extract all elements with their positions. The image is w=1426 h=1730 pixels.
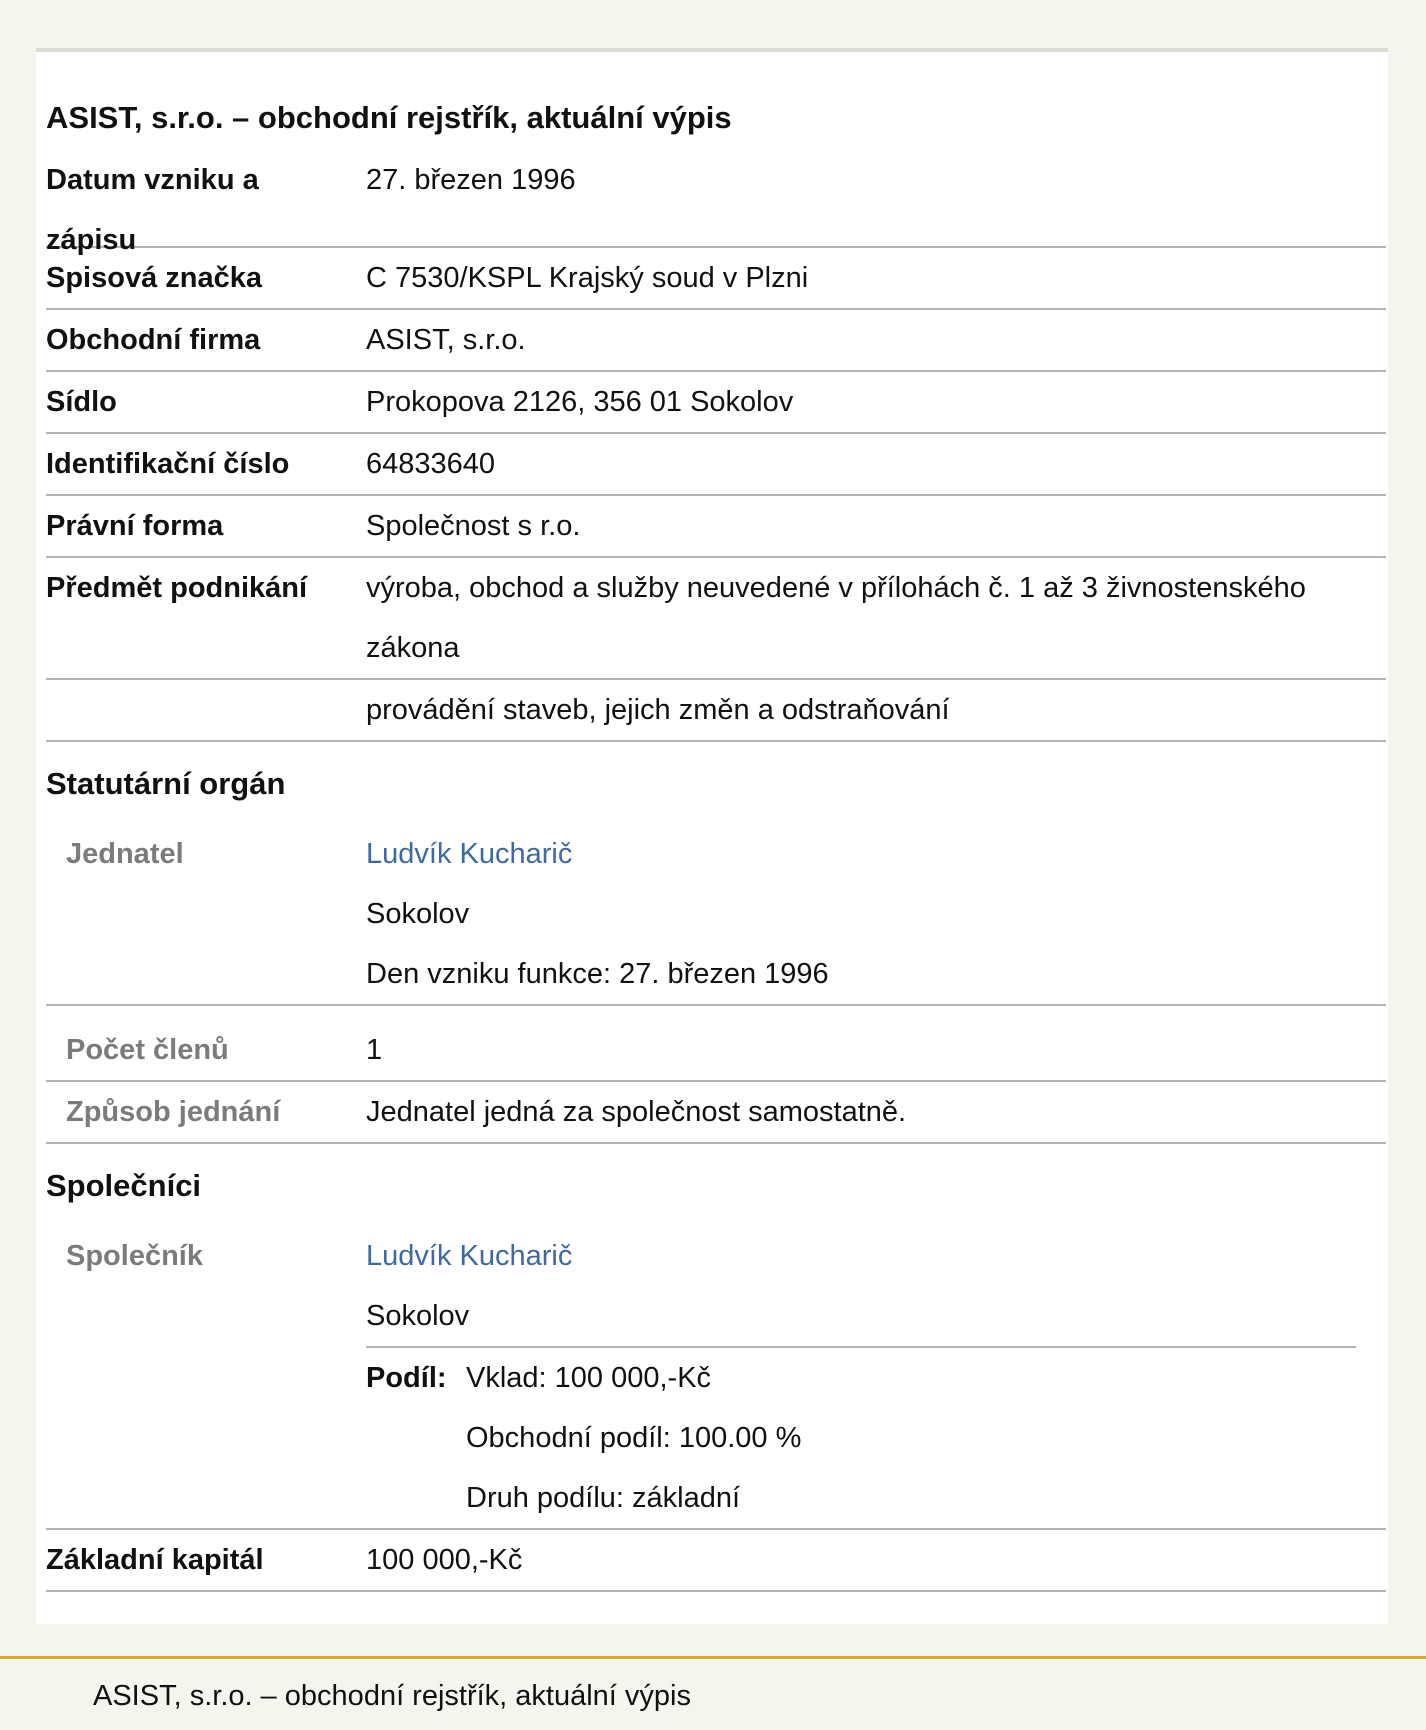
share-ratio: Obchodní podíl: 100.00 % xyxy=(466,1422,802,1454)
row-datum-vzniku xyxy=(46,150,1386,256)
row-zakladni-kapital xyxy=(46,1530,1386,1592)
row-pocet-clenu xyxy=(46,1006,1386,1082)
row-sidlo xyxy=(46,372,1386,434)
partner-name-link[interactable]: Ludvík Kucharič xyxy=(366,1240,573,1272)
row-obchodni-firma xyxy=(46,310,1386,372)
row-value: Prokopova 2126, 356 01 Sokolov xyxy=(366,386,794,418)
row-value: C 7530/KSPL Krajský soud v Plzni xyxy=(366,262,809,294)
manager-city: Sokolov xyxy=(366,898,470,930)
manager-name-link[interactable]: Ludvík Kucharič xyxy=(366,838,573,870)
row-jednatel xyxy=(46,824,1386,1006)
row-label: Základní kapitál xyxy=(46,1544,264,1576)
row-value: Společnost s r.o. xyxy=(366,510,581,542)
share-label: Podíl: xyxy=(366,1362,447,1394)
manager-since: Den vzniku funkce: 27. březen 1996 xyxy=(366,958,829,990)
footer-divider xyxy=(0,1656,1426,1659)
row-label: Právní forma xyxy=(46,510,224,542)
row-value: ASIST, s.r.o. xyxy=(366,324,526,356)
row-predmet-podnikani-2 xyxy=(46,680,1386,742)
partner-city: Sokolov xyxy=(366,1300,470,1332)
register-table xyxy=(46,150,1386,1592)
row-predmet-podnikani xyxy=(46,558,1386,680)
row-sublabel: Způsob jednání xyxy=(66,1096,281,1128)
row-label: Sídlo xyxy=(46,386,117,418)
row-value: 1 xyxy=(366,1034,383,1066)
row-value: provádění staveb, jejich změn a odstraňování xyxy=(366,694,950,726)
row-label: Předmět podnikání xyxy=(46,572,308,604)
row-label: Obchodní firma xyxy=(46,324,261,356)
footer-title: ASIST, s.r.o. – obchodní rejstřík, aktuální výpis xyxy=(93,1680,691,1712)
row-label: Spisová značka xyxy=(46,262,262,294)
section-heading-partners: Společníci xyxy=(46,1168,202,1203)
row-spisova-znacka xyxy=(46,248,1386,310)
row-pravni-forma xyxy=(46,496,1386,558)
row-value: Jednatel jedná za společnost samostatně. xyxy=(366,1096,907,1128)
row-label: Datum vzniku a zápisu xyxy=(46,164,259,256)
row-spolecnik xyxy=(46,1226,1386,1530)
row-sublabel: Počet členů xyxy=(66,1034,229,1066)
row-value-block xyxy=(366,1226,1386,1528)
share-block xyxy=(366,1346,1356,1528)
row-sublabel: Jednatel xyxy=(66,838,184,870)
share-type: Druh podílu: základní xyxy=(466,1482,741,1514)
row-sublabel: Společník xyxy=(66,1240,203,1272)
row-value: 27. březen 1996 xyxy=(366,164,576,196)
row-value: 64833640 xyxy=(366,448,496,480)
row-value: výroba, obchod a služby neuvedené v přílohách č. 1 až 3 živnostenského zákona xyxy=(366,572,1306,664)
row-value: 100 000,-Kč xyxy=(366,1544,523,1576)
share-deposit: Vklad: 100 000,-Kč xyxy=(466,1362,712,1394)
row-zpusob-jednani xyxy=(46,1082,1386,1144)
row-label: Identifikační číslo xyxy=(46,448,290,480)
share-values xyxy=(466,1348,1356,1528)
row-label xyxy=(46,680,366,740)
page-title: ASIST, s.r.o. – obchodní rejstřík, aktuální výpis xyxy=(46,100,732,135)
section-heading-statutory: Statutární orgán xyxy=(46,766,286,801)
row-value-block xyxy=(366,824,1386,1004)
row-identifikacni-cislo xyxy=(46,434,1386,496)
